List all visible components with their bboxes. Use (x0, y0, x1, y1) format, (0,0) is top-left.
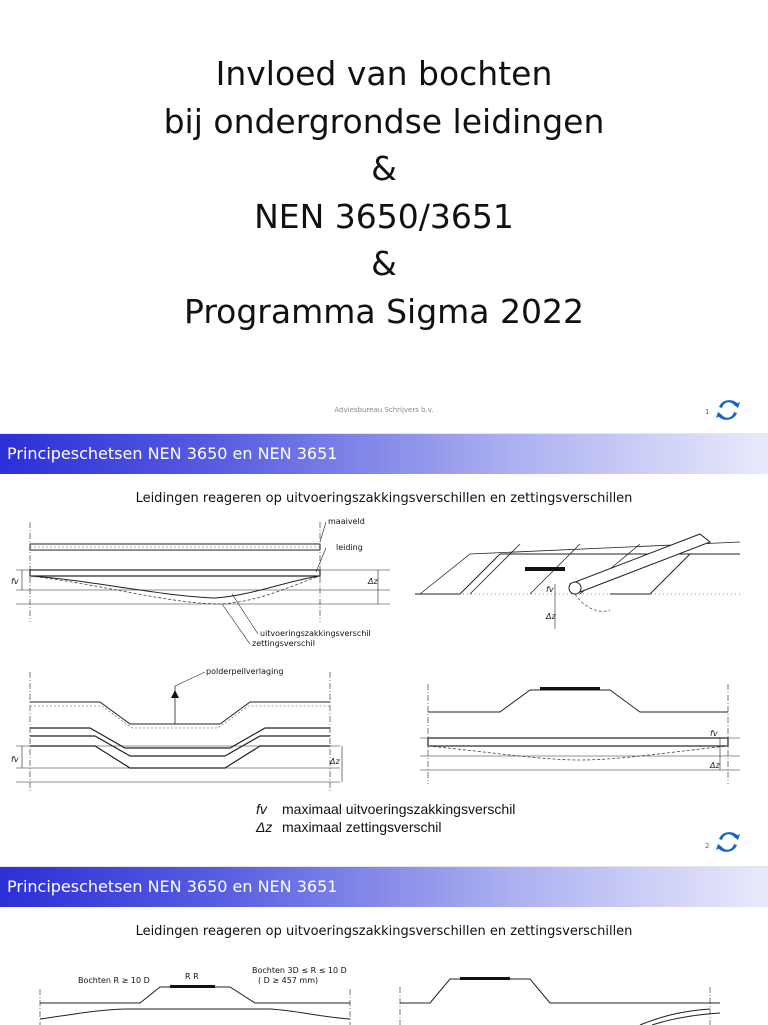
legend-symbol: fv (256, 801, 267, 817)
slide-title (0, 50, 768, 335)
label-zetting: zettingsverschil (252, 639, 315, 648)
label-dz: Δz (368, 577, 378, 586)
company-logo-icon (714, 828, 742, 856)
title-line: NEN 3650/3651 (254, 196, 514, 236)
label-polder: polderpeilverlaging (206, 667, 284, 676)
label-dz-embankment: Δz (710, 761, 720, 770)
slide-subtitle: Leidingen reageren op uitvoeringszakkingsverschillen en zettingsverschillen (135, 924, 633, 939)
slide-banner: Principeschetsen NEN 3650 en NEN 3651 (0, 434, 768, 474)
diagram-bends-left (30, 959, 360, 1025)
label-bocht-2: Bochten 3D ≤ R ≤ 10 D (252, 966, 347, 975)
diagram-slide (0, 433, 768, 865)
diagram-legend (256, 800, 515, 836)
title-line: bij ondergrondse leidingen (163, 101, 605, 141)
slide-banner: Principeschetsen NEN 3650 en NEN 3651 (0, 867, 768, 907)
label-fv-embankment: fv (710, 729, 718, 738)
title-line: & (371, 244, 397, 283)
slide-subtitle: Leidingen reageren op uitvoeringszakkingsverschillen en zettingsverschillen (135, 491, 633, 506)
label-maaiveld: maaiveld (328, 517, 365, 526)
diagram-bends-right (390, 967, 730, 1025)
legend-row (256, 800, 515, 818)
legend-symbol: Δz (256, 819, 273, 835)
title-line: & (371, 149, 397, 188)
company-logo-icon (714, 396, 742, 424)
title-slide (0, 0, 768, 432)
label-fv: fv (11, 577, 19, 586)
page-number: 1 (705, 408, 710, 416)
label-dz-right: Δz (546, 612, 556, 621)
label-fv-polder: fv (11, 755, 19, 764)
legend-row (256, 818, 515, 836)
label-uitvoering: uitvoeringszakkingsverschil (260, 629, 371, 638)
diagram-settlement-flat (10, 512, 395, 652)
diagram-trench-perspective (410, 514, 750, 644)
label-bocht-2b: ( D ≥ 457 mm) (258, 976, 319, 985)
legend-text: maximaal zettingsverschil (282, 819, 442, 835)
diagram-polder-lowering (10, 662, 355, 802)
label-fv-right: fv (546, 585, 554, 594)
label-leiding: leiding (336, 543, 363, 552)
slide-footer: Adviesbureau Schrijvers b.v. (334, 406, 434, 414)
title-line: Invloed van bochten (215, 54, 553, 93)
label-dz-polder: Δz (330, 757, 340, 766)
diagram-embankment (410, 674, 750, 804)
page-number: 2 (705, 842, 710, 850)
legend-text: maximaal uitvoeringszakkingsverschil (282, 801, 516, 817)
label-bocht-1: Bochten R ≥ 10 D (78, 976, 150, 985)
title-line: Programma Sigma 2022 (184, 291, 584, 331)
diagram-slide-bends (0, 866, 768, 1025)
label-rr: R R (185, 972, 199, 981)
